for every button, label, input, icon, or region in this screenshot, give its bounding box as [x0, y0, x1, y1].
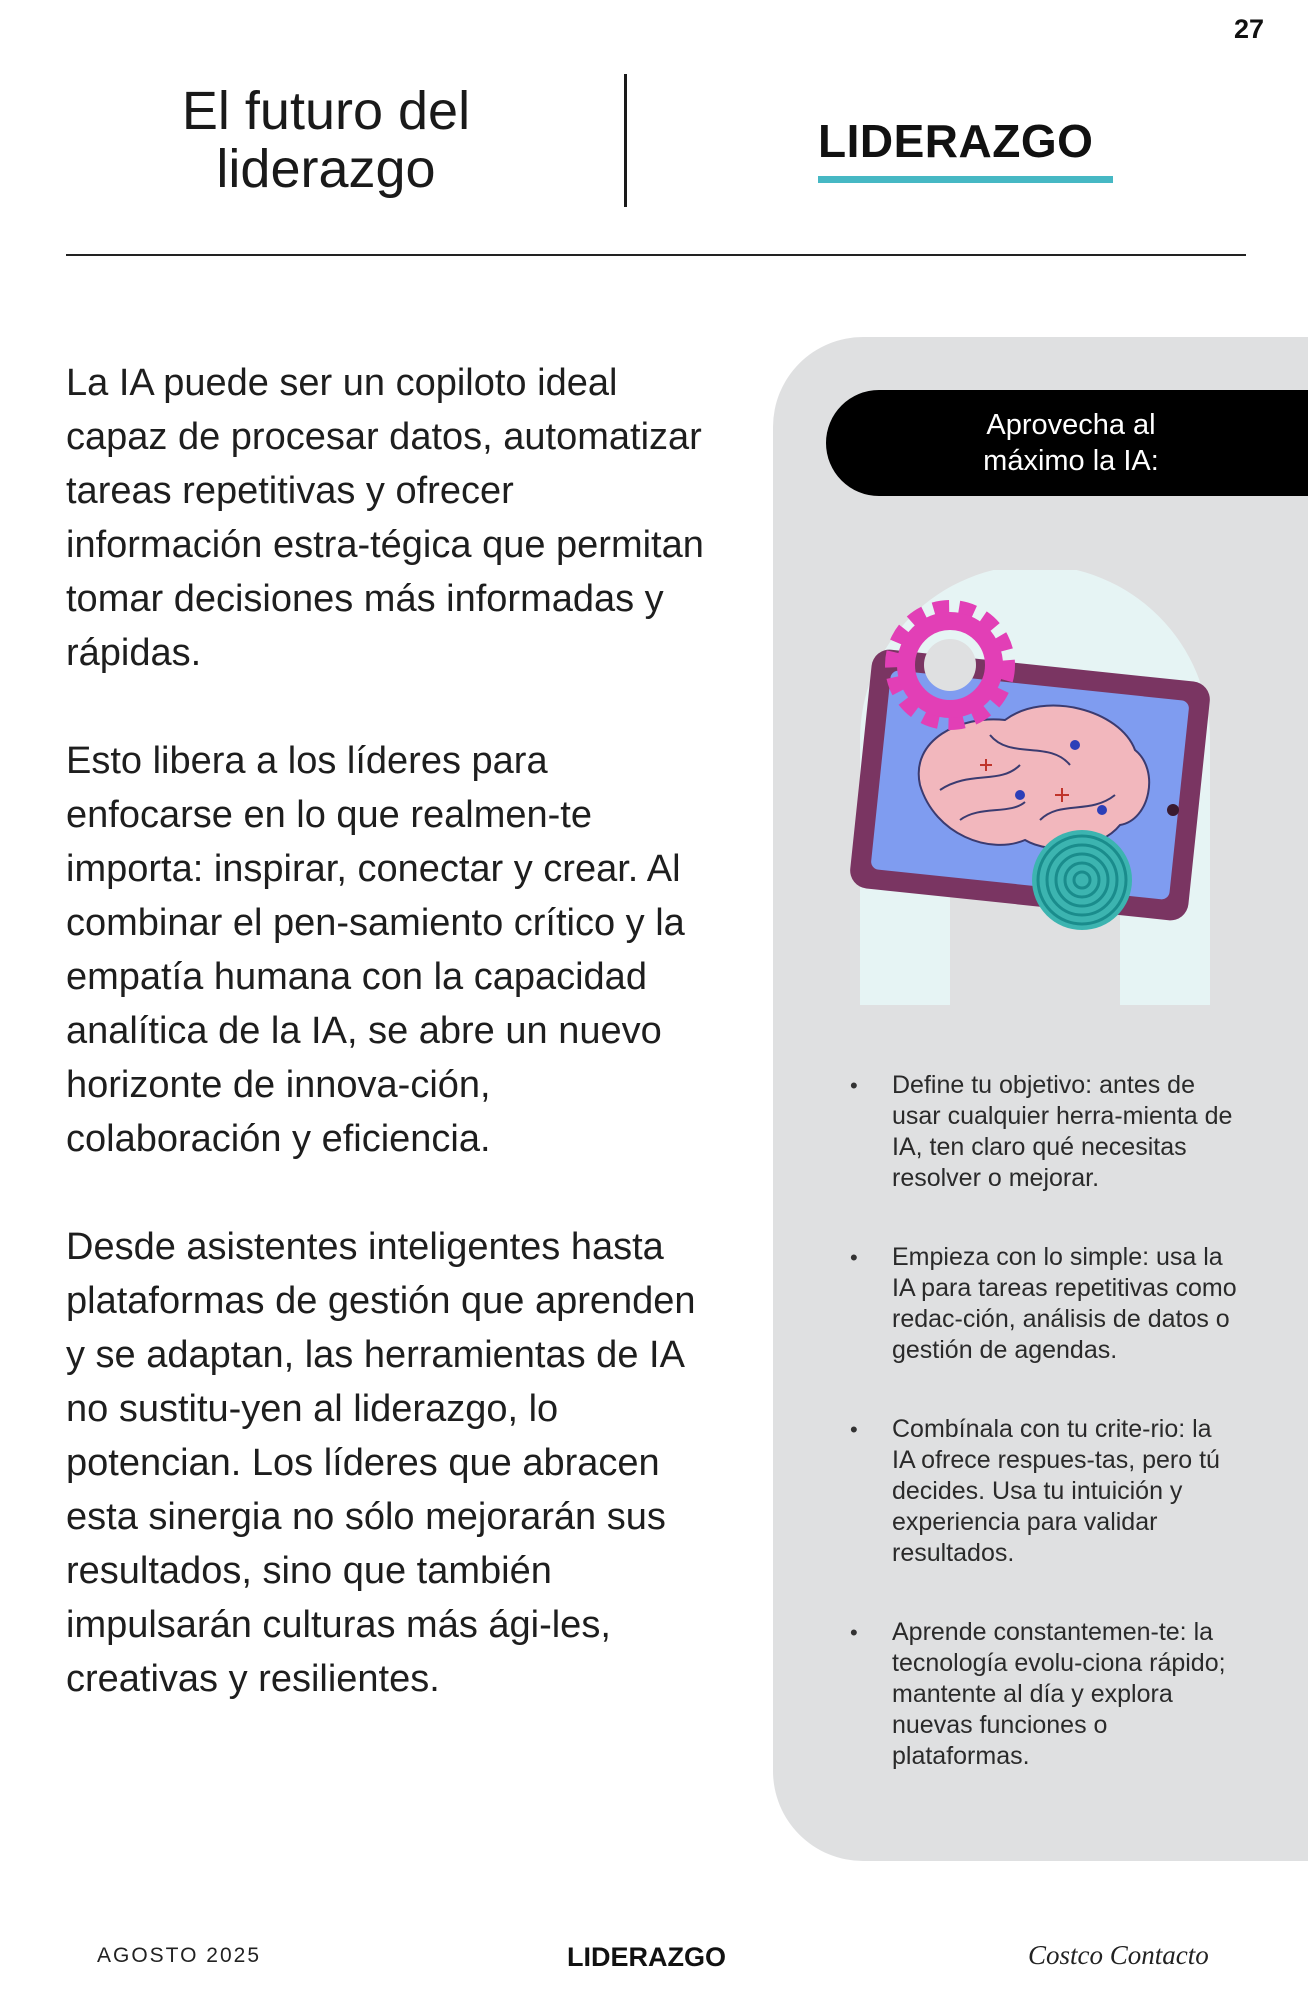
tip-item [840, 1414, 1240, 1569]
tip-item [840, 1617, 1240, 1772]
header-rule [66, 254, 1246, 256]
tip-item [840, 1070, 1240, 1194]
body-paragraph-1: La IA puede ser un copiloto ideal capaz de procesar datos, automatizar tareas repetitivas y ofrecer información estra-tégica que permitan tomar decisiones más informadas y rápidas. [66, 362, 704, 674]
sidebar-banner [826, 390, 1308, 496]
tips-list [840, 1070, 1240, 1820]
header-vertical-divider [624, 74, 627, 207]
bullet-icon: • [850, 1073, 858, 1098]
bullet-icon: • [850, 1245, 858, 1270]
tip-text: Define tu objetivo: antes de usar cualquier herra-mienta de IA, ten claro qué necesitas resolver o mejorar. [892, 1071, 1233, 1192]
bullet-icon: • [850, 1417, 858, 1442]
fingerprint-icon [1032, 830, 1132, 930]
ai-brain-illustration [840, 570, 1230, 1020]
body-paragraph-2: Esto libera a los líderes para enfocarse en lo que realmen-te importa: inspirar, conectar y crear. Al combinar el pen-samiento crítico y la empatía humana con la capacidad analítica de la IA, se abre un nuevo horizonte de innova-ción, colaboración y eficiencia. [66, 740, 685, 1160]
section-label: LIDERAZGO [818, 115, 1094, 167]
footer-date: AGOSTO 2025 [97, 1944, 262, 1967]
sidebar-banner-line-2: máximo la IA: [983, 445, 1159, 477]
page-title-line-1: El futuro del [181, 81, 471, 141]
gear-icon [898, 613, 1002, 717]
body-paragraph-3: Desde asistentes inteligentes hasta plataformas de gestión que aprenden y se adaptan, las herramientas de IA no sustitu-yen al liderazgo, lo potencian. Los líderes que abracen esta sinergia no sólo mejorarán sus resultados, sino que también impulsarán culturas más ági-les, creativas y resilientes. [66, 1226, 696, 1700]
section-label-underline [818, 176, 1113, 183]
page-title [66, 82, 586, 198]
bullet-icon: • [850, 1620, 858, 1645]
footer-section-label: LIDERAZGO [567, 1942, 726, 1972]
sidebar-banner-line-1: Aprovecha al [986, 409, 1156, 441]
tip-text: Combínala con tu crite-rio: la IA ofrece respues-tas, pero tú decides. Usa tu intuición y experiencia para validar resultados. [892, 1415, 1220, 1567]
page-number: 27 [1233, 14, 1264, 44]
page-title-line-2: liderazgo [216, 139, 436, 199]
tip-item [840, 1242, 1240, 1366]
tip-text: Aprende constantemen-te: la tecnología evolu-ciona rápido; mantente al día y explora nuevas funciones o plataformas. [892, 1618, 1226, 1770]
tip-text: Empieza con lo simple: usa la IA para tareas repetitivas como redac-ción, análisis de datos o gestión de agendas. [892, 1243, 1237, 1364]
footer-brand-logo: Costco Contacto [1028, 1940, 1209, 1970]
article-body [66, 356, 706, 1760]
